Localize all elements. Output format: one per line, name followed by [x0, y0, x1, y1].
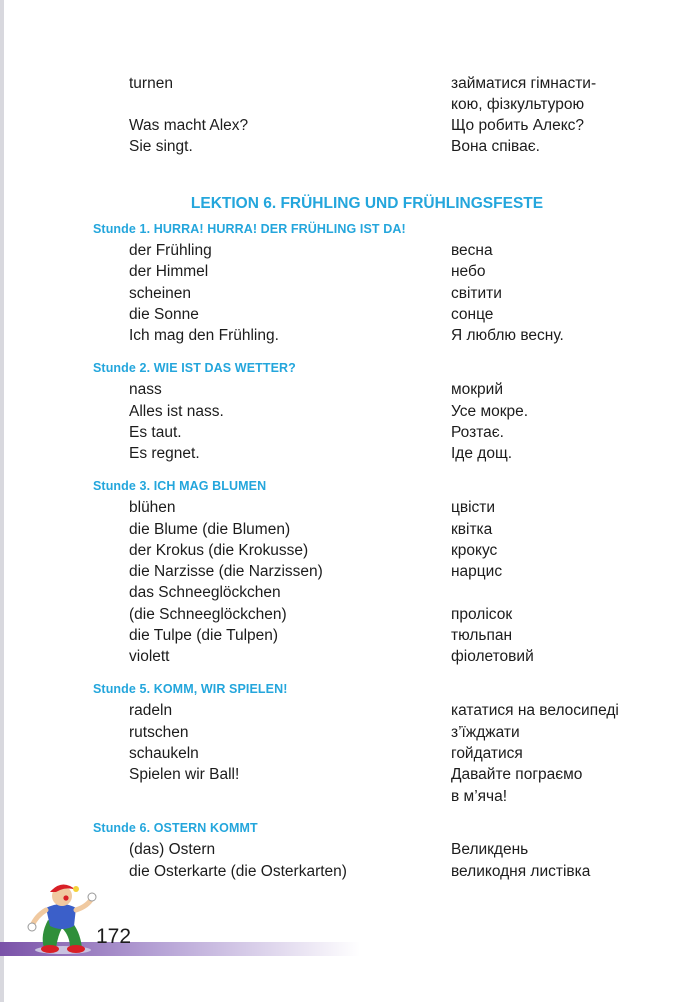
vocab-row — [0, 283, 694, 305]
german-term: radeln — [129, 702, 173, 719]
ukrainian-translation: небо — [451, 263, 486, 280]
german-term: Ich mag den Frühling. — [129, 327, 279, 344]
german-term: Spielen wir Ball! — [129, 766, 240, 783]
german-term: Was macht Alex? — [129, 117, 249, 134]
vocab-row — [0, 240, 694, 262]
lektion-title: LEKTION 6. FRÜHLING UND FRÜHLINGSFESTE — [190, 195, 544, 212]
german-term: (das) Ostern — [129, 841, 216, 858]
german-term: Sie singt. — [129, 138, 193, 155]
german-term: blühen — [129, 499, 176, 516]
vocab-row — [0, 497, 694, 519]
vocab-row — [0, 764, 694, 786]
ukrainian-translation: сонце — [451, 306, 494, 323]
german-term: turnen — [129, 75, 173, 92]
vocab-row — [0, 422, 694, 444]
vocab-row — [0, 115, 694, 137]
vocab-row — [0, 136, 694, 158]
german-term: scheinen — [129, 285, 192, 302]
lesson-heading: Stunde 5. KOMM, WIR SPIELEN! — [93, 682, 288, 696]
ukrainian-translation: Усе мокре. — [451, 403, 529, 420]
vocab-row — [0, 786, 694, 808]
german-term: schaukeln — [129, 745, 199, 762]
ukrainian-translation: фіолетовий — [451, 648, 534, 665]
german-term: die Narzisse (die Narzissen) — [129, 563, 323, 580]
ukrainian-translation: займатися гімнасти- — [451, 75, 597, 92]
ukrainian-translation: квітка — [451, 521, 493, 538]
ukrainian-translation: цвісти — [451, 499, 496, 516]
ukrainian-translation: крокус — [451, 542, 498, 559]
ukrainian-translation: Розтає. — [451, 424, 504, 441]
ukrainian-translation: тюльпан — [451, 627, 513, 644]
german-term: die Blume (die Blumen) — [129, 521, 291, 538]
german-term: die Tulpe (die Tulpen) — [129, 627, 279, 644]
german-term: die Sonne — [129, 306, 199, 323]
page-number: 172 — [96, 925, 132, 948]
vocab-row — [0, 625, 694, 647]
ukrainian-translation: Давайте пограємо — [451, 766, 583, 783]
vocab-row — [0, 722, 694, 744]
vocab-row — [0, 700, 694, 722]
ukrainian-translation: Іде дощ. — [451, 445, 513, 462]
ukrainian-translation: Що робить Алекс? — [451, 117, 585, 134]
ukrainian-translation: Я люблю весну. — [451, 327, 564, 344]
vocab-row — [0, 646, 694, 668]
vocab-row — [0, 582, 694, 604]
vocab-row — [0, 325, 694, 347]
vocab-row — [0, 94, 694, 116]
ukrainian-translation: з’їжджати — [451, 724, 520, 741]
vocab-row — [0, 743, 694, 765]
german-term: violett — [129, 648, 170, 665]
german-term: (die Schneeglöckchen) — [129, 606, 287, 623]
ukrainian-translation: великодня листівка — [451, 863, 591, 880]
german-term: der Himmel — [129, 263, 209, 280]
german-term: nass — [129, 381, 162, 398]
german-term: der Krokus (die Krokusse) — [129, 542, 309, 559]
vocab-row — [0, 379, 694, 401]
lesson-heading: Stunde 3. ICH MAG BLUMEN — [93, 479, 267, 493]
ukrainian-translation: весна — [451, 242, 493, 259]
ukrainian-translation: кататися на велосипеді — [451, 702, 619, 719]
vocab-row — [0, 304, 694, 326]
ukrainian-translation: кою, фізкультурою — [451, 96, 585, 113]
vocab-row — [0, 261, 694, 283]
vocab-row — [0, 604, 694, 626]
german-term: die Osterkarte (die Osterkarten) — [129, 863, 347, 880]
vocab-row — [0, 540, 694, 562]
german-term: Alles ist nass. — [129, 403, 224, 420]
german-term: Es taut. — [129, 424, 182, 441]
lesson-heading: Stunde 6. OSTERN KOMMT — [93, 821, 258, 835]
ukrainian-translation: Вона співає. — [451, 138, 540, 155]
german-term: der Frühling — [129, 242, 212, 259]
german-term: Es regnet. — [129, 445, 200, 462]
ukrainian-translation: мокрий — [451, 381, 503, 398]
vocab-row — [0, 443, 694, 465]
vocab-row — [0, 401, 694, 423]
german-term: das Schneeglöckchen — [129, 584, 281, 601]
vocab-row — [0, 73, 694, 95]
vocab-row — [0, 561, 694, 583]
ukrainian-translation: гойдатися — [451, 745, 523, 762]
lesson-heading: Stunde 2. WIE IST DAS WETTER? — [93, 361, 296, 375]
mascot-icon — [18, 880, 108, 955]
ukrainian-translation: світити — [451, 285, 502, 302]
german-term: rutschen — [129, 724, 189, 741]
lesson-heading: Stunde 1. HURRA! HURRA! DER FRÜHLING IST DA! — [93, 222, 406, 236]
ukrainian-translation: нарцис — [451, 563, 503, 580]
ukrainian-translation: в м’яча! — [451, 788, 508, 805]
ukrainian-translation: Великдень — [451, 841, 529, 858]
ukrainian-translation: пролісок — [451, 606, 513, 623]
vocab-row — [0, 519, 694, 541]
vocab-row — [0, 839, 694, 861]
